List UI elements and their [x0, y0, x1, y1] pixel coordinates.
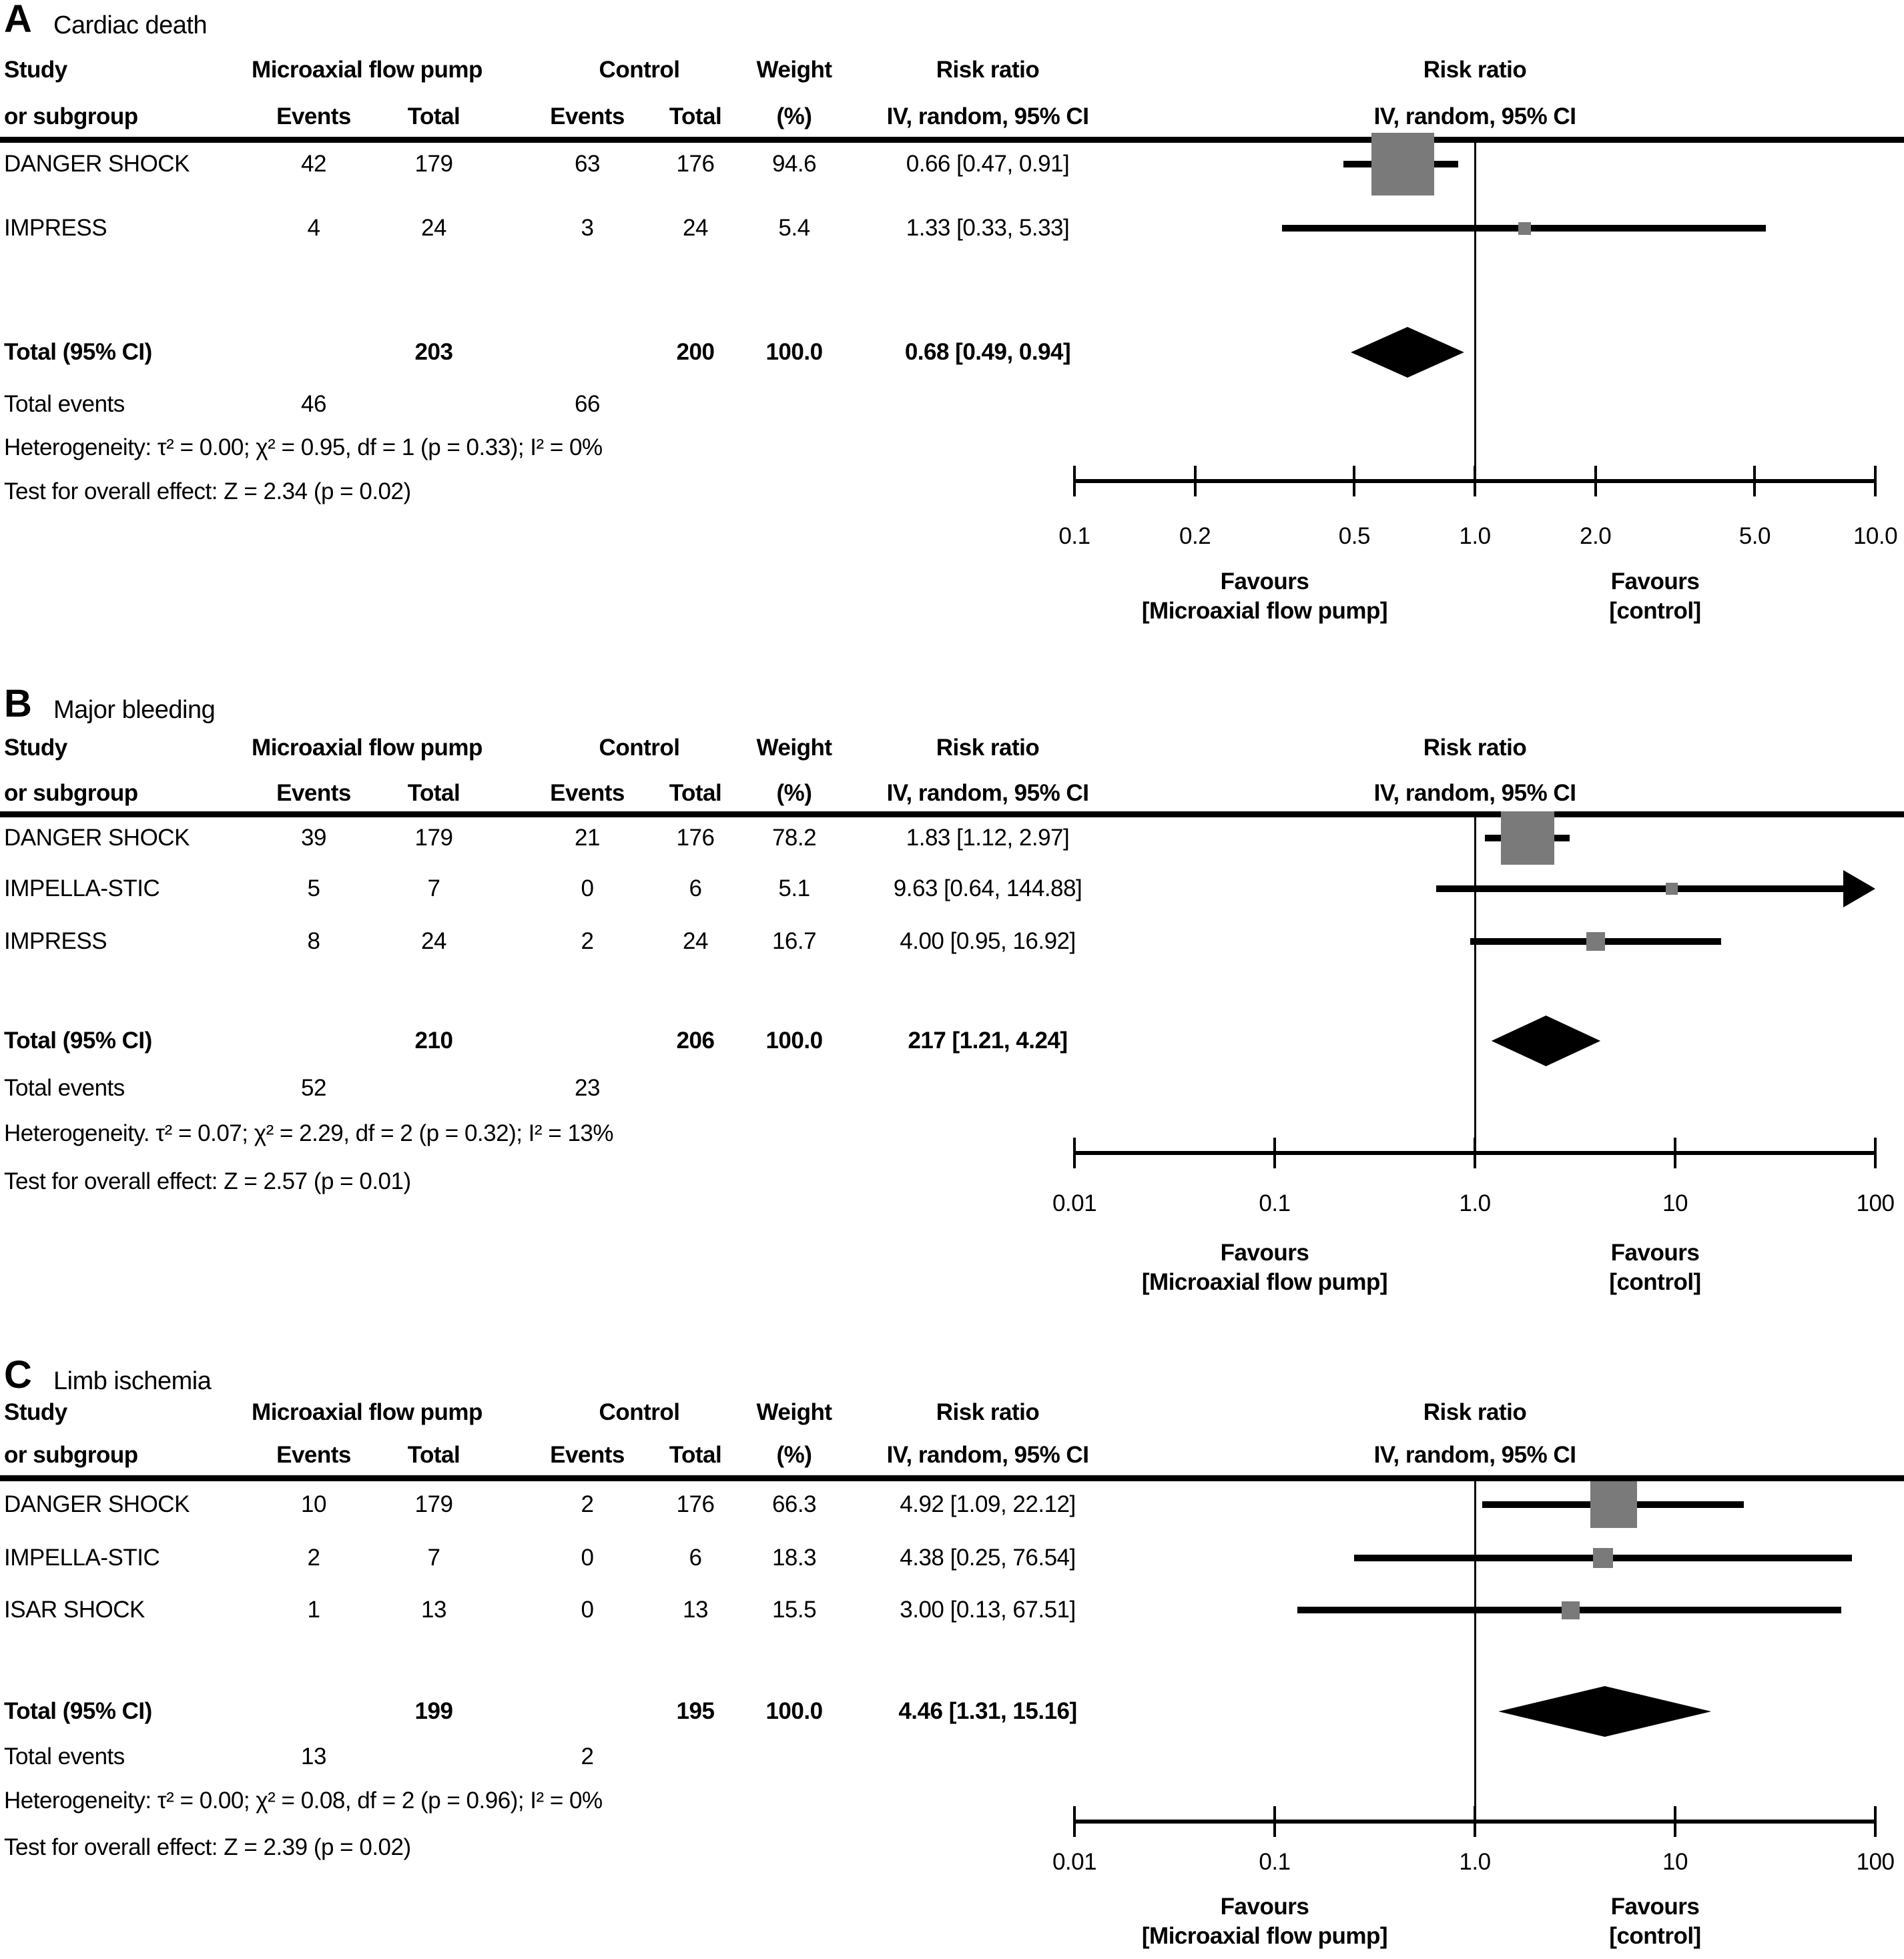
- events-value: 13: [301, 1743, 326, 1770]
- col-header-group2: Control: [599, 1399, 680, 1425]
- col-header-total-1: Total: [407, 780, 460, 806]
- favours-right-line2: [control]: [1609, 598, 1701, 624]
- col-header-weight-unit: (%): [776, 1442, 812, 1468]
- weight-value: 5.1: [778, 875, 810, 901]
- col-header-study-line2: or subgroup: [4, 1442, 138, 1468]
- axis-tick-label: 5.0: [1738, 523, 1771, 549]
- study-name: DANGER SHOCK: [4, 825, 190, 851]
- weight-value: 100.0: [765, 339, 823, 365]
- col-header-ci: IV, random, 95% CI: [886, 780, 1089, 806]
- weight-value: 66.3: [771, 1491, 817, 1517]
- study-name: ISAR SHOCK: [4, 1597, 145, 1623]
- heterogeneity-text: Heterogeneity: τ² = 0.00; χ² = 0.95, df = 1 (p = 0.33); I² = 0%: [4, 434, 603, 460]
- axis-tick-label: 2.0: [1580, 523, 1612, 549]
- favours-right-line1: Favours: [1610, 1240, 1700, 1266]
- events-value: 2: [581, 1743, 594, 1770]
- total-value: 195: [676, 1698, 715, 1724]
- weight-value: 18.3: [771, 1545, 817, 1571]
- reference-line: [1474, 1481, 1476, 1820]
- col-header-events-1: Events: [276, 1442, 351, 1468]
- study-name: DANGER SHOCK: [4, 1491, 190, 1517]
- col-header-ci: IV, random, 95% CI: [886, 1442, 1089, 1468]
- events-value: 3: [581, 215, 594, 241]
- rr-ci-value: 4.00 [0.95, 16.92]: [900, 928, 1076, 954]
- axis-tick-label: 0.1: [1259, 1190, 1291, 1216]
- study-name: DANGER SHOCK: [4, 151, 190, 177]
- total-value: 7: [427, 875, 440, 901]
- total-value: 7: [427, 1545, 440, 1571]
- axis-tick-label: 1.0: [1459, 1190, 1491, 1216]
- overall-effect-text: Test for overall effect: Z = 2.39 (p = 0.02): [4, 1834, 411, 1860]
- total-value: 203: [414, 339, 453, 365]
- total-value: 179: [414, 1491, 453, 1517]
- axis-tick-label: 10.0: [1853, 523, 1898, 549]
- rr-ci-value: 1.33 [0.33, 5.33]: [906, 215, 1070, 241]
- total-value: 24: [683, 215, 708, 241]
- events-value: 63: [575, 151, 600, 177]
- col-header-group2: Control: [599, 57, 680, 83]
- axis-tick-label: 0.1: [1058, 523, 1090, 549]
- col-header-total-1: Total: [407, 1442, 460, 1468]
- total-label: Total (95% CI): [4, 1698, 152, 1724]
- total-label: Total (95% CI): [4, 339, 152, 365]
- col-header-ci: IV, random, 95% CI: [886, 103, 1089, 129]
- effect-square: [1586, 932, 1605, 951]
- favours-left-line1: Favours: [1220, 1894, 1309, 1920]
- col-header-events-2: Events: [550, 103, 625, 129]
- favours-left-line2: [Microaxial flow pump]: [1141, 1923, 1388, 1949]
- axis-tick-label: 0.1: [1259, 1849, 1291, 1875]
- panel-letter: B: [4, 682, 31, 725]
- total-value: 210: [414, 1028, 453, 1054]
- favours-right-line2: [control]: [1609, 1269, 1701, 1295]
- events-value: 39: [301, 825, 326, 851]
- events-value: 5: [307, 875, 320, 901]
- col-header-events-2: Events: [550, 780, 625, 806]
- plot-header-riskratio: Risk ratio: [1423, 735, 1527, 761]
- events-value: 0: [581, 875, 594, 901]
- total-value: 13: [683, 1597, 708, 1623]
- total-value: 206: [676, 1028, 715, 1054]
- col-header-study-line1: Study: [4, 735, 67, 761]
- axis-tick: [1474, 1806, 1476, 1837]
- col-header-study-line1: Study: [4, 1399, 67, 1425]
- col-header-weight: Weight: [756, 735, 832, 761]
- col-header-study-line2: or subgroup: [4, 780, 138, 806]
- rr-ci-value: 0.68 [0.49, 0.94]: [904, 339, 1071, 365]
- rr-ci-value: 217 [1.21, 4.24]: [908, 1028, 1068, 1054]
- effect-square: [1371, 133, 1434, 195]
- total-value: 13: [421, 1597, 446, 1623]
- panel-title: Limb ischemia: [53, 1367, 212, 1395]
- total-label: Total (95% CI): [4, 1028, 152, 1054]
- col-header-study-line2: or subgroup: [4, 103, 138, 129]
- events-value: 21: [575, 825, 600, 851]
- col-header-group1: Microaxial flow pump: [252, 735, 483, 761]
- events-value: 1: [307, 1597, 320, 1623]
- panel-title: Major bleeding: [53, 696, 216, 724]
- col-header-weight-unit: (%): [776, 103, 812, 129]
- axis-tick: [1073, 1806, 1076, 1837]
- axis-tick-label: 10: [1662, 1190, 1688, 1216]
- ci-arrow-right-icon: [1843, 870, 1875, 907]
- total-value: 24: [421, 215, 446, 241]
- events-value: 2: [581, 928, 594, 954]
- study-name: IMPRESS: [4, 928, 107, 954]
- favours-left-line1: Favours: [1220, 568, 1309, 595]
- panel-letter: A: [4, 0, 31, 41]
- plot-header-riskratio: Risk ratio: [1423, 1399, 1527, 1425]
- total-value: 199: [414, 1698, 453, 1724]
- rr-ci-value: 4.92 [1.09, 22.12]: [900, 1491, 1076, 1517]
- col-header-riskratio: Risk ratio: [936, 735, 1040, 761]
- weight-value: 94.6: [771, 151, 817, 177]
- events-value: 10: [301, 1491, 326, 1517]
- overall-effect-text: Test for overall effect: Z = 2.34 (p = 0.02): [4, 478, 411, 504]
- axis-tick-label: 0.2: [1179, 523, 1211, 549]
- weight-value: 100.0: [765, 1698, 823, 1724]
- col-header-total-2: Total: [669, 103, 722, 129]
- favours-left-label: [1142, 1892, 1387, 1951]
- rr-ci-value: 4.46 [1.31, 15.16]: [898, 1698, 1077, 1724]
- axis-tick-label: 100: [1856, 1190, 1895, 1216]
- panel-title: Cardiac death: [53, 11, 208, 39]
- col-header-events-2: Events: [550, 1442, 625, 1468]
- panel-letter: C: [4, 1353, 31, 1397]
- axis-tick-label: 0.01: [1052, 1190, 1097, 1216]
- axis-tick-label: 1.0: [1459, 1849, 1491, 1875]
- rr-ci-value: 0.66 [0.47, 0.91]: [906, 151, 1070, 177]
- summary-diamond: [1498, 1686, 1711, 1737]
- col-header-weight: Weight: [756, 57, 832, 83]
- axis-tick-label: 0.01: [1052, 1849, 1097, 1875]
- col-header-riskratio: Risk ratio: [936, 57, 1040, 83]
- axis-tick: [1674, 1806, 1676, 1837]
- col-header-group1: Microaxial flow pump: [252, 1399, 483, 1425]
- total-events-label: Total events: [4, 1743, 125, 1770]
- col-header-group2: Control: [599, 735, 680, 761]
- favours-left-line1: Favours: [1220, 1240, 1309, 1266]
- col-header-total-1: Total: [407, 103, 460, 129]
- weight-value: 15.5: [771, 1597, 817, 1623]
- rr-ci-value: 1.83 [1.12, 2.97]: [906, 825, 1070, 851]
- axis-tick-label: 100: [1856, 1849, 1895, 1875]
- favours-left-line2: [Microaxial flow pump]: [1141, 598, 1388, 624]
- effect-square: [1501, 811, 1554, 865]
- events-value: 52: [301, 1075, 326, 1101]
- effect-square: [1518, 222, 1531, 235]
- weight-value: 5.4: [778, 215, 810, 241]
- favours-left-line2: [Microaxial flow pump]: [1141, 1269, 1388, 1295]
- effect-square: [1666, 883, 1678, 895]
- total-value: 6: [689, 875, 702, 901]
- weight-value: 100.0: [765, 1028, 823, 1054]
- rr-ci-value: 3.00 [0.13, 67.51]: [900, 1597, 1076, 1623]
- study-name: IMPELLA-STIC: [4, 1545, 160, 1571]
- events-value: 42: [301, 151, 326, 177]
- rr-ci-value: 4.38 [0.25, 76.54]: [900, 1545, 1076, 1571]
- total-value: 176: [676, 825, 715, 851]
- axis-tick: [1874, 1806, 1877, 1837]
- weight-value: 78.2: [771, 825, 817, 851]
- ci-line: [1436, 885, 1845, 892]
- header-rule: [0, 1475, 1904, 1481]
- col-header-total-2: Total: [669, 780, 722, 806]
- events-value: 4: [307, 215, 320, 241]
- events-value: 2: [307, 1545, 320, 1571]
- favours-right-line1: Favours: [1610, 568, 1700, 595]
- col-header-study-line1: Study: [4, 57, 67, 83]
- overall-effect-text: Test for overall effect: Z = 2.57 (p = 0.01): [4, 1168, 411, 1194]
- col-header-weight: Weight: [756, 1399, 832, 1425]
- events-value: 8: [307, 928, 320, 954]
- total-value: 179: [414, 151, 453, 177]
- axis-tick-label: 1.0: [1459, 523, 1491, 549]
- total-events-label: Total events: [4, 1075, 125, 1101]
- total-value: 24: [683, 928, 708, 954]
- favours-right-line2: [control]: [1609, 1923, 1701, 1949]
- heterogeneity-text: Heterogeneity. τ² = 0.07; χ² = 2.29, df = 2 (p = 0.32); I² = 13%: [4, 1120, 613, 1146]
- total-value: 24: [421, 928, 446, 954]
- total-value: 176: [676, 151, 715, 177]
- events-value: 0: [581, 1545, 594, 1571]
- axis-tick-label: 10: [1662, 1849, 1688, 1875]
- weight-value: 16.7: [771, 928, 817, 954]
- events-value: 0: [581, 1597, 594, 1623]
- events-value: 2: [581, 1491, 594, 1517]
- total-value: 179: [414, 825, 453, 851]
- axis-tick: [1273, 1806, 1276, 1837]
- plot-header-riskratio: Risk ratio: [1423, 57, 1527, 83]
- col-header-events-1: Events: [276, 780, 351, 806]
- rr-ci-value: 9.63 [0.64, 144.88]: [893, 875, 1082, 901]
- study-name: IMPELLA-STIC: [4, 875, 160, 901]
- col-header-events-1: Events: [276, 103, 351, 129]
- effect-square: [1593, 1548, 1613, 1568]
- effect-square: [1590, 1481, 1637, 1528]
- col-header-total-2: Total: [669, 1442, 722, 1468]
- heterogeneity-text: Heterogeneity: τ² = 0.00; χ² = 0.08, df = 2 (p = 0.96); I² = 0%: [4, 1788, 603, 1814]
- plot-header-ci: IV, random, 95% CI: [1373, 780, 1576, 806]
- col-header-riskratio: Risk ratio: [936, 1399, 1040, 1425]
- favours-right-label: [1609, 1892, 1700, 1951]
- plot-header-ci: IV, random, 95% CI: [1373, 103, 1576, 129]
- events-value: 46: [301, 391, 326, 417]
- total-events-label: Total events: [4, 391, 125, 417]
- total-value: 200: [676, 339, 715, 365]
- events-value: 23: [575, 1075, 600, 1101]
- col-header-group1: Microaxial flow pump: [252, 57, 483, 83]
- total-value: 176: [676, 1491, 715, 1517]
- study-name: IMPRESS: [4, 215, 107, 241]
- events-value: 66: [575, 391, 600, 417]
- plot-header-ci: IV, random, 95% CI: [1373, 1442, 1576, 1468]
- effect-square: [1562, 1601, 1580, 1619]
- col-header-weight-unit: (%): [776, 780, 812, 806]
- axis-tick-label: 0.5: [1338, 523, 1370, 549]
- total-value: 6: [689, 1545, 702, 1571]
- favours-right-line1: Favours: [1610, 1894, 1700, 1920]
